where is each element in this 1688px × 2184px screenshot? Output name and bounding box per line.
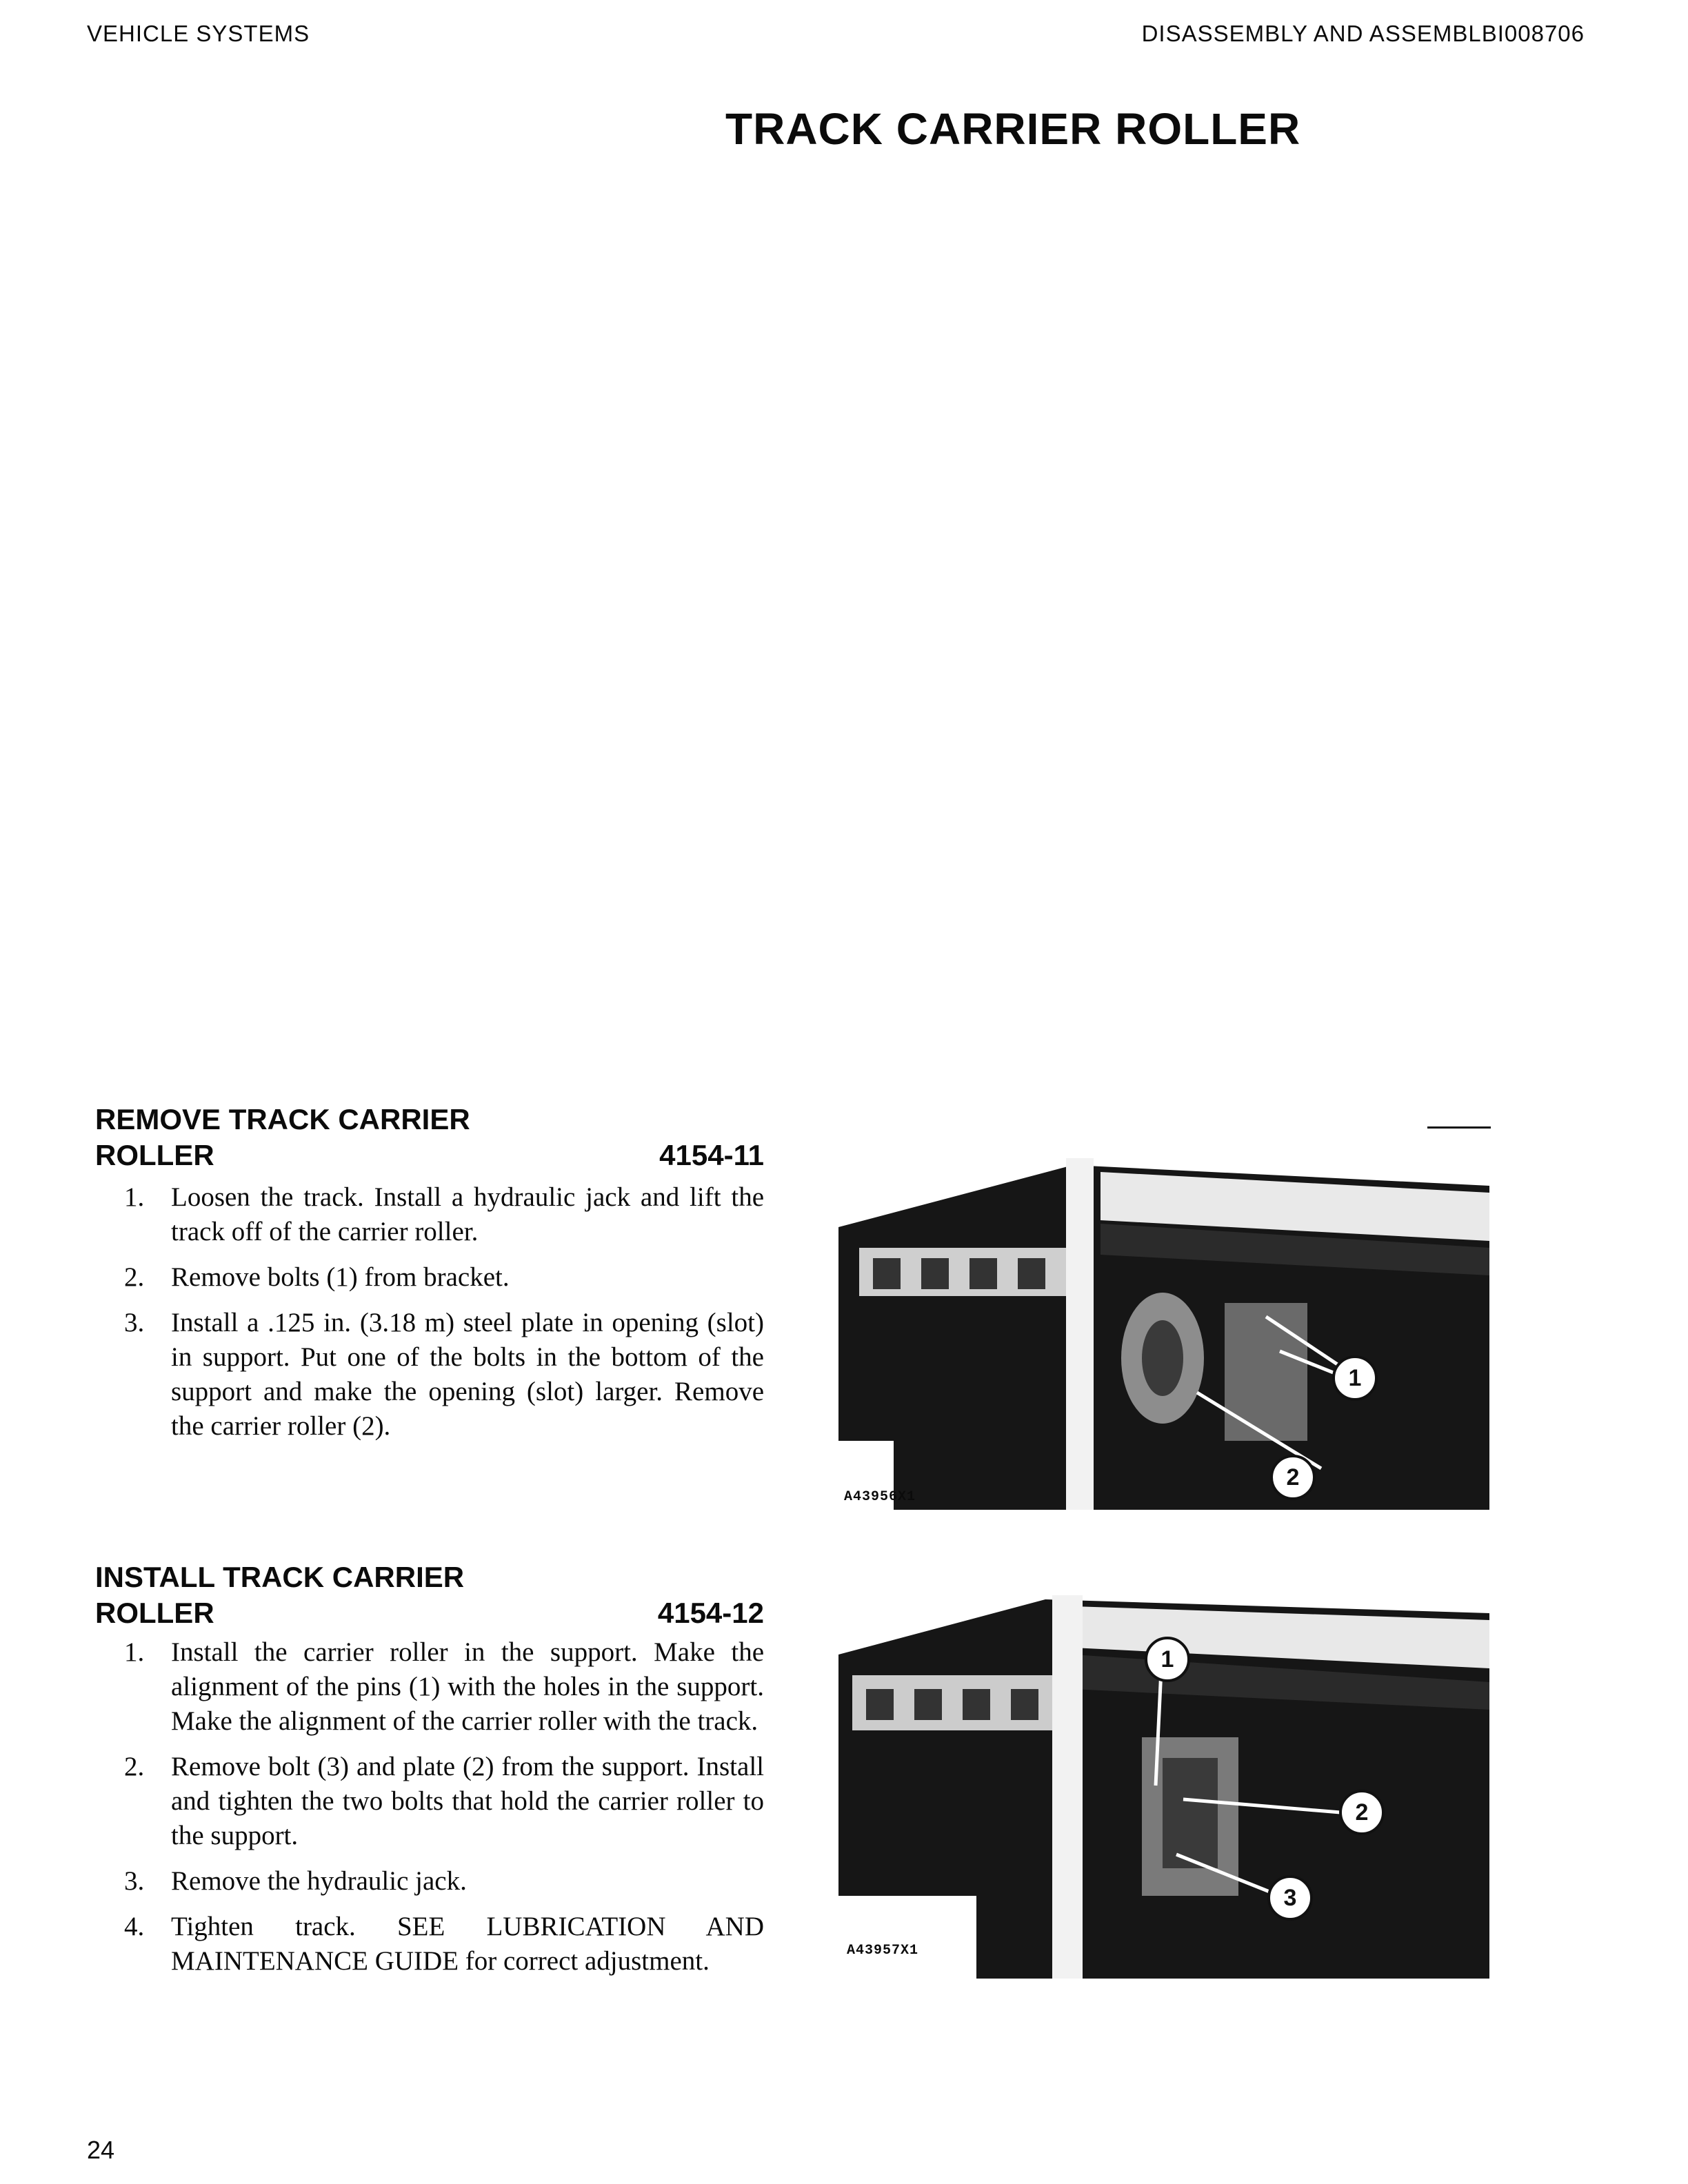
section-heading-line1: INSTALL TRACK CARRIER bbox=[95, 1561, 465, 1593]
step-number: 3. bbox=[124, 1866, 145, 1896]
figure-callout: 1 bbox=[1332, 1355, 1378, 1401]
step-text: Install the carrier roller in the support. Make the alignment of the pins (1) with the holes in the support. Make the alignment of the carrier roller with the track. bbox=[171, 1637, 764, 1736]
section-heading-line2: ROLLER bbox=[95, 1597, 214, 1629]
step-number: 4. bbox=[124, 1912, 145, 1941]
step-number: 2. bbox=[124, 1262, 145, 1292]
section-heading-remove bbox=[95, 1102, 764, 1173]
figure-callout: 2 bbox=[1339, 1790, 1385, 1835]
list-item bbox=[124, 1306, 764, 1444]
install-steps-list bbox=[124, 1635, 764, 1990]
figure-photo-install bbox=[838, 1579, 1489, 1979]
step-text: Tighten track. SEE LUBRICATION AND MAINTENANCE GUIDE for correct adjustment. bbox=[171, 1912, 764, 1976]
step-number: 1. bbox=[124, 1182, 145, 1212]
section-heading-line2: ROLLER bbox=[95, 1139, 214, 1171]
section-code: 4154-12 bbox=[657, 1597, 764, 1629]
figure-callout: 2 bbox=[1270, 1455, 1316, 1500]
photo-illustration bbox=[838, 1144, 1489, 1510]
figure-callout: 3 bbox=[1267, 1875, 1313, 1921]
list-item bbox=[124, 1750, 764, 1853]
figure-code: A43956X1 bbox=[844, 1489, 916, 1505]
step-text: Remove bolt (3) and plate (2) from the support. Install and tighten the two bolts that hold the carrier roller to the support. bbox=[171, 1752, 764, 1850]
list-item bbox=[124, 1260, 764, 1295]
list-item bbox=[124, 1635, 764, 1739]
step-number: 2. bbox=[124, 1752, 145, 1781]
list-item bbox=[124, 1180, 764, 1249]
page-number: 24 bbox=[87, 2136, 115, 2164]
remove-steps-list bbox=[124, 1180, 764, 1455]
step-text: Remove the hydraulic jack. bbox=[171, 1866, 467, 1896]
page-title: TRACK CARRIER ROLLER bbox=[725, 104, 1301, 154]
section-code: 4154-11 bbox=[659, 1139, 764, 1171]
step-number: 1. bbox=[124, 1637, 145, 1667]
list-item bbox=[124, 1910, 764, 1979]
running-header-right: DISASSEMBLY AND ASSEMBLBI008706 bbox=[1141, 21, 1585, 46]
running-header-left: VEHICLE SYSTEMS bbox=[87, 21, 310, 46]
section-heading-install bbox=[95, 1559, 764, 1631]
figure-photo-remove bbox=[838, 1144, 1489, 1510]
step-text: Remove bolts (1) from bracket. bbox=[171, 1262, 510, 1292]
step-text: Install a .125 in. (3.18 m) steel plate in opening (slot) in support. Put one of the bolts in the bottom of the support and make the opening (slot) larger. Remove the carrier roller (2). bbox=[171, 1308, 764, 1441]
section-heading-line1: REMOVE TRACK CARRIER bbox=[95, 1103, 470, 1135]
figure-code: A43957X1 bbox=[847, 1943, 919, 1959]
step-number: 3. bbox=[124, 1308, 145, 1337]
step-text: Loosen the track. Install a hydraulic jack and lift the track off of the carrier roller. bbox=[171, 1182, 764, 1246]
decorative-rule bbox=[1427, 1126, 1491, 1129]
figure-callout: 1 bbox=[1145, 1637, 1190, 1682]
list-item bbox=[124, 1864, 764, 1899]
